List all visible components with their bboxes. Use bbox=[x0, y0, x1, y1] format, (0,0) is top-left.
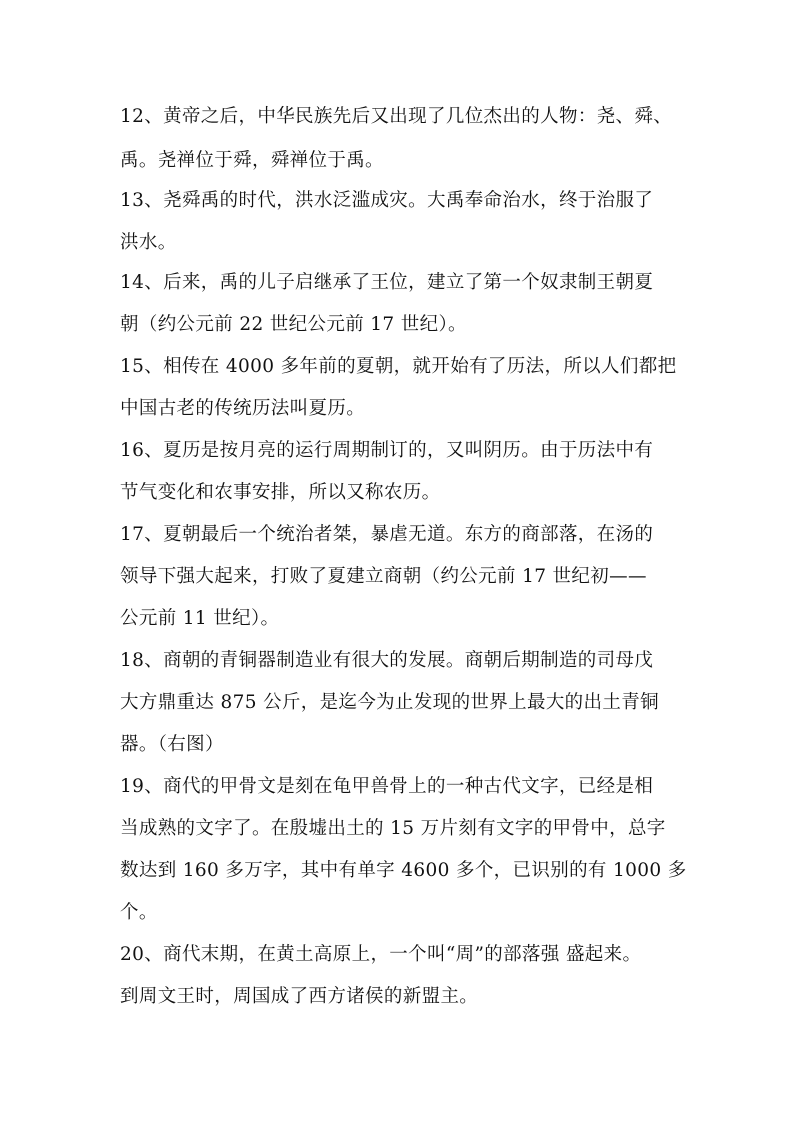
paragraph-19-line-3: 数达到 160 多万字，其中有单字 4600 多个，已识别的有 1000 多 bbox=[120, 860, 687, 881]
paragraph-20-line-2: 到周文王时，周国成了西方诸侯的新盟主。 bbox=[120, 986, 479, 1007]
paragraph-17-line-2: 领导下强大起来，打败了夏建立商朝（约公元前 17 世纪初—— bbox=[120, 566, 647, 587]
paragraph-12-line-2: 禹。尧禅位于舜，舜禅位于禹。 bbox=[120, 150, 384, 171]
paragraph-18-line-1: 18、商朝的青铜器制造业有很大的发展。商朝后期制造的司母戊 bbox=[120, 650, 654, 671]
paragraph-13-line-2: 洪水。 bbox=[120, 232, 177, 253]
paragraph-14-line-1: 14、后来，禹的儿子启继承了王位，建立了第一个奴隶制王朝夏 bbox=[120, 272, 654, 293]
paragraph-18-line-3: 器。（右图） bbox=[120, 734, 224, 755]
paragraph-18-line-2: 大方鼎重达 875 公斤，是迄今为止发现的世界上最大的出土青铜 bbox=[120, 692, 659, 713]
paragraph-16-line-1: 16、夏历是按月亮的运行周期制订的，又叫阴历。由于历法中有 bbox=[120, 440, 654, 461]
paragraph-19-line-4: 个。 bbox=[120, 902, 158, 923]
paragraph-14-line-2: 朝（约公元前 22 世纪公元前 17 世纪）。 bbox=[120, 314, 467, 335]
paragraph-15-line-1: 15、相传在 4000 多年前的夏朝，就开始有了历法，所以人们都把 bbox=[120, 356, 677, 377]
paragraph-19-line-1: 19、商代的甲骨文是刻在龟甲兽骨上的一种古代文字，已经是相 bbox=[120, 776, 654, 797]
paragraph-16-line-2: 节气变化和农事安排，所以又称农历。 bbox=[120, 482, 441, 503]
paragraph-17-line-3: 公元前 11 世纪）。 bbox=[120, 608, 280, 629]
paragraph-19-line-2: 当成熟的文字了。在殷墟出土的 15 万片刻有文字的甲骨中，总字 bbox=[120, 818, 666, 839]
paragraph-17-line-1: 17、夏朝最后一个统治者桀，暴虐无道。东方的商部落，在汤的 bbox=[120, 524, 654, 545]
paragraph-20-line-1: 20、商代末期，在黄土高原上，一个叫“周”的部落强 盛起来。 bbox=[120, 944, 642, 965]
paragraph-12-line-1: 12、黄帝之后，中华民族先后又出现了几位杰出的人物：尧、舜、 bbox=[120, 106, 673, 127]
paragraph-13-line-1: 13、尧舜禹的时代，洪水泛滥成灾。大禹奉命治水，终于治服了 bbox=[120, 190, 654, 211]
paragraph-15-line-2: 中国古老的传统历法叫夏历。 bbox=[120, 398, 366, 419]
